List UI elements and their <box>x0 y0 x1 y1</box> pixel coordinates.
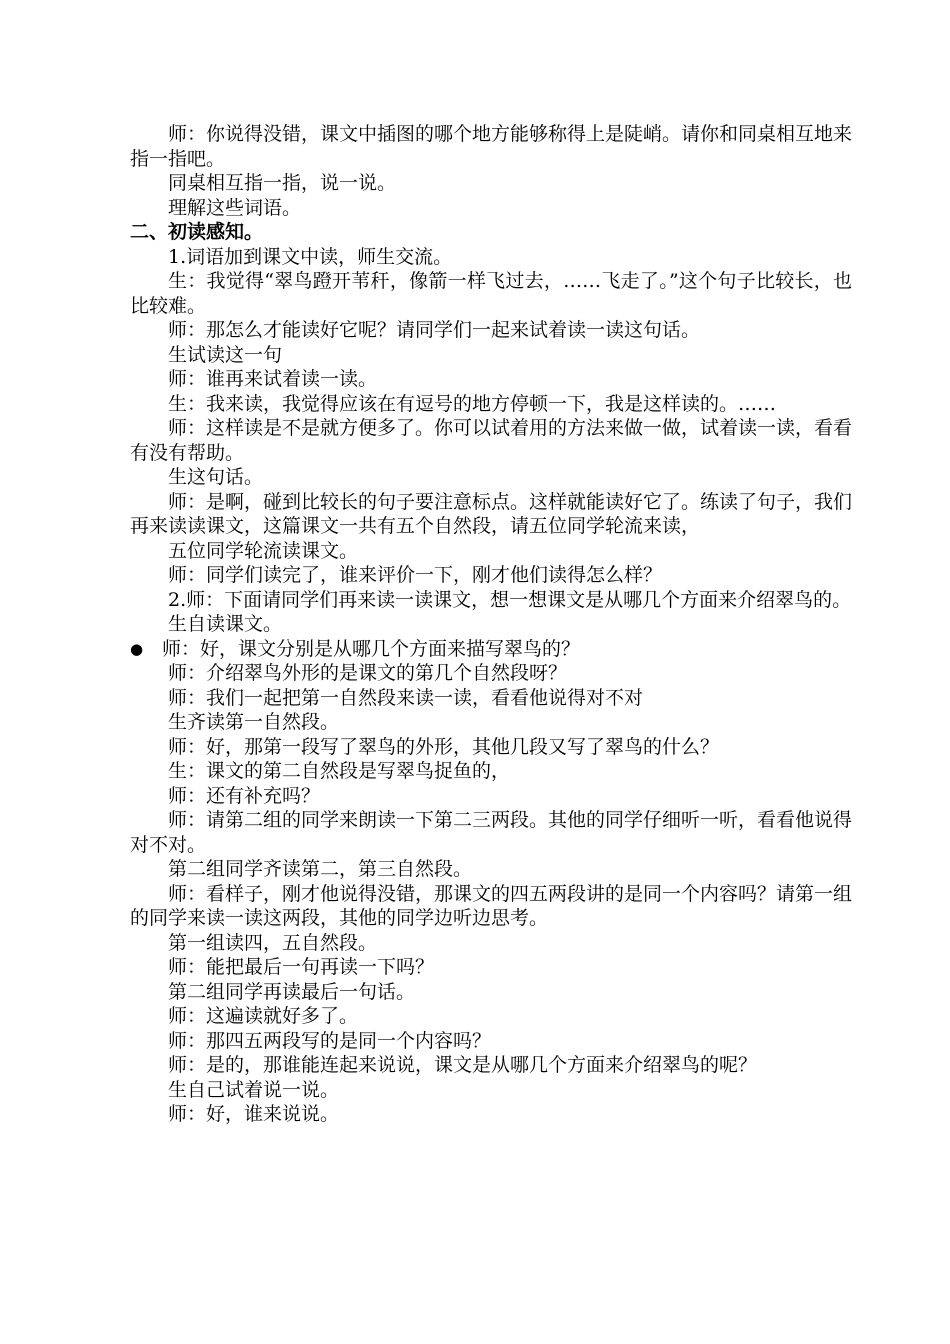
bullet-text: 师：好，课文分别是从哪几个方面来描写翠鸟的？ <box>162 637 581 660</box>
paragraph: 师：我们一起把第一自然段来读一读，看看他说得对不对 <box>168 686 644 709</box>
paragraph: 师：是的，那谁能连起来说说，课文是从哪几个方面来介绍翠鸟的呢？ <box>168 1054 758 1076</box>
paragraph: 师：能把最后一句再读一下吗？ <box>168 956 435 978</box>
paragraph: 生：我觉得“翠鸟蹬开苇秆，像箭一样飞过去，……飞走了。”这个句子比较长，也比较难。 <box>130 270 852 317</box>
paragraph: 生试读这一句 <box>168 343 283 366</box>
paragraph: 生自读课文。 <box>168 613 283 635</box>
paragraph: 师：请第二组的同学来朗读一下第二三两段。其他的同学仔细听一听，看看他说得对不对。 <box>130 809 853 856</box>
document-page <box>130 122 852 1127</box>
paragraph: 师：那怎么才能读好它呢？请同学们一起来试着读一读这句话。 <box>168 319 701 341</box>
paragraph: 师：介绍翠鸟外形的是课文的第几个自然段呀？ <box>168 662 568 684</box>
section-heading: 二、初读感知。 <box>130 221 264 243</box>
paragraph: 同桌相互指一指，说一说。 <box>168 172 397 194</box>
paragraph: 师：还有补充吗？ <box>168 784 321 807</box>
paragraph: 生这句话。 <box>168 466 264 488</box>
paragraph: 师：看样子，刚才他说得没错，那课文的四五两段讲的是同一个内容吗？请第一组的同学来读一读这两段，其他的同学边听边思考。 <box>130 882 853 929</box>
paragraph: 生：课文的第二自然段是写翠鸟捉鱼的， <box>168 760 511 782</box>
paragraph: 第二组同学齐读第二，第三自然段。 <box>168 858 473 880</box>
paragraph: 师：那四五两段写的是同一个内容吗？ <box>168 1029 492 1052</box>
paragraph: 师：是啊，碰到比较长的句子要注意标点。这样就能读好它了。练读了句子，我们再来读读课文，这篇课文一共有五个自然段，请五位同学轮流来读， <box>130 490 853 537</box>
paragraph: 师：好，谁来说说。 <box>168 1103 340 1125</box>
paragraph: 师：好，那第一段写了翠鸟的外形，其他几段又写了翠鸟的什么？ <box>168 735 720 758</box>
paragraph: 生自己试着说一说。 <box>168 1078 340 1101</box>
paragraph: 生：我来读，我觉得应该在有逗号的地方停顿一下，我是这样读的。…… <box>168 392 777 415</box>
bullet-icon: ● <box>130 639 144 658</box>
bullet-paragraph <box>130 637 852 662</box>
paragraph: 理解这些词语。 <box>168 196 302 219</box>
paragraph: 第二组同学再读最后一句话。 <box>168 980 416 1003</box>
paragraph: 五位同学轮流读课文。 <box>168 539 359 562</box>
paragraph: 师：这遍读就好多了。 <box>168 1005 359 1027</box>
paragraph: 第一组读四，五自然段。 <box>168 931 378 954</box>
paragraph: 1.词语加到课文中读，师生交流。 <box>168 245 453 268</box>
paragraph: 师：这样读是不是就方便多了。你可以试着用的方法来做一做，试着读一读，看看有没有帮助。 <box>130 417 853 464</box>
paragraph: 生齐读第一自然段。 <box>168 711 340 733</box>
paragraph: 2.师：下面请同学们再来读一读课文，想一想课文是从哪几个方面来介绍翠鸟的。 <box>168 588 852 611</box>
paragraph: 师：你说得没错，课文中插图的哪个地方能够称得上是陡峭。请你和同桌相互地来指一指吧。 <box>130 123 853 170</box>
paragraph: 师：谁再来试着读一读。 <box>168 368 378 390</box>
paragraph: 师：同学们读完了，谁来评价一下，刚才他们读得怎么样？ <box>168 564 663 586</box>
